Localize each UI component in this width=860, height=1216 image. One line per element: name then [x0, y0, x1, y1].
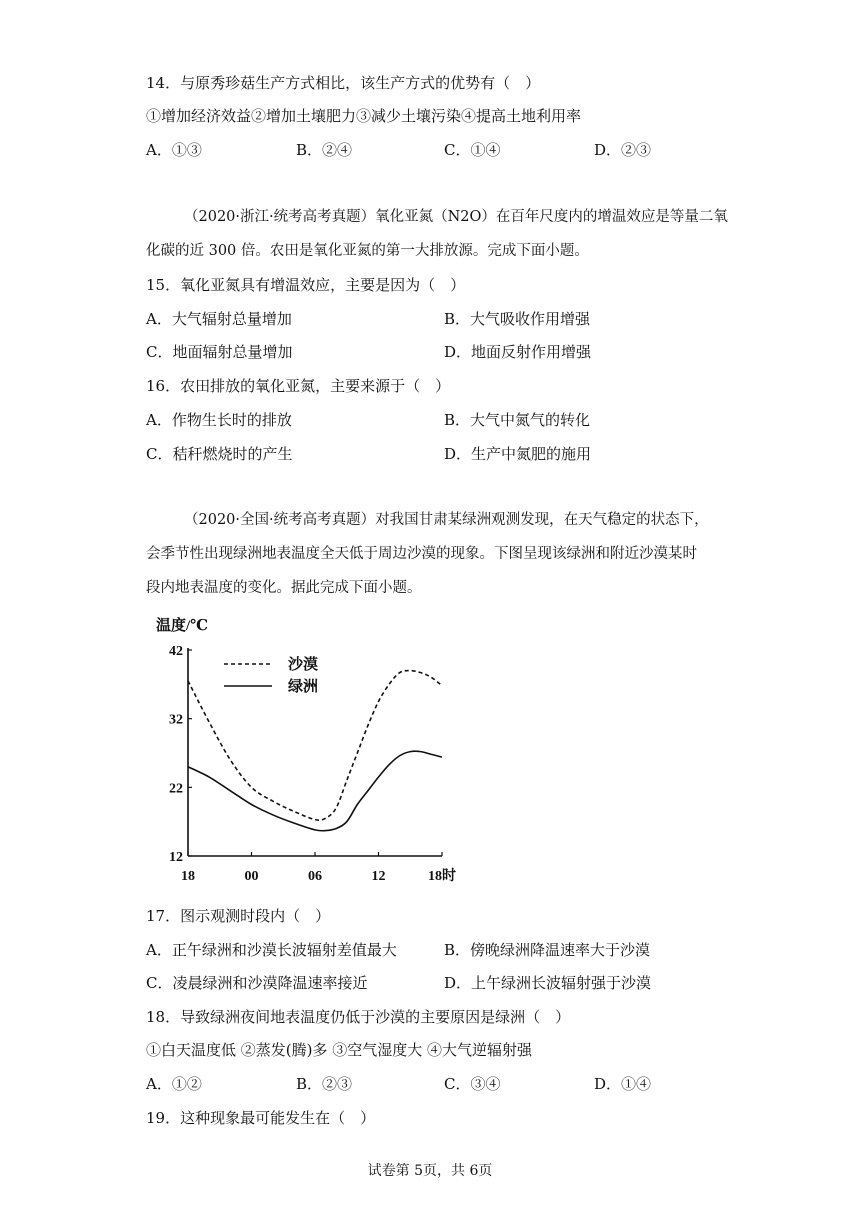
q18-option-d: D．①④: [594, 1075, 652, 1093]
x-tick-label: 18: [181, 869, 195, 884]
q15-option-a: A．大气辐射总量增加: [146, 310, 292, 328]
q17-stem: 17．图示观测时段内（ ）: [146, 907, 331, 925]
q15-option-b: B．大气吸收作用增强: [444, 310, 591, 328]
legend-label: 沙漠: [288, 657, 319, 673]
q17-option-a: A．正午绿洲和沙漠长波辐射差值最大: [146, 941, 397, 959]
q16-option-b: B．大气中氮气的转化: [444, 411, 591, 429]
q14-option-d: D．②③: [594, 141, 652, 159]
q17-option-b: B．傍晚绿洲降温速率大于沙漠: [444, 941, 651, 959]
passage-2-line-2: 会季节性出现绿洲地表温度全天低于周边沙漠的现象。下图呈现该绿洲和附近沙漠某时: [146, 546, 697, 562]
x-tick-label: 12: [371, 869, 386, 884]
passage-2: [146, 503, 806, 605]
q17-option-d: D．上午绿洲长波辐射强于沙漠: [444, 974, 652, 992]
q17-option-c: C．凌晨绿洲和沙漠降温速率接近: [146, 974, 368, 992]
passage-1-line-2: 化碳的近 300 倍。农田是氧化亚氮的第一大排放源。完成下面小题。: [146, 243, 589, 259]
q16-option-c: C．秸秆燃烧时的产生: [146, 445, 293, 463]
x-tick-label: 00: [244, 869, 259, 884]
q18-option-c: C．③④: [444, 1075, 501, 1093]
q18-option-a: A．①②: [146, 1075, 202, 1093]
q16-option-d: D．生产中氮肥的施用: [444, 445, 592, 463]
q16-option-a: A．作物生长时的排放: [146, 411, 292, 429]
y-tick-label: 32: [169, 712, 183, 728]
q14-option-b: B．②④: [296, 141, 353, 159]
q19-stem: 19．这种现象最可能发生在（ ）: [146, 1109, 376, 1127]
q14-option-a: A．①③: [146, 141, 202, 159]
x-tick-label: 06: [308, 869, 322, 884]
q16-stem: 16．农田排放的氧化亚氮，主要来源于（ ）: [146, 377, 451, 395]
temperature-line-chart: [150, 612, 480, 892]
q18-items: ①白天温度低 ②蒸发(腾)多 ③空气湿度大 ④大气逆辐射强: [146, 1041, 533, 1059]
passage-1-line-1: （2020·浙江·统考高考真题）氧化亚氮（N2O）在百年尺度内的增温效应是等量二氧: [184, 209, 728, 225]
q14-option-c: C．①④: [444, 141, 501, 159]
y-tick-label: 12: [169, 850, 183, 865]
q18-option-b: B．②③: [296, 1075, 353, 1093]
passage-2-line-3: 段内地表温度的变化。据此完成下面小题。: [146, 580, 422, 596]
y-axis-label: 温度/℃: [156, 618, 209, 634]
passage-1: [146, 200, 806, 268]
q14-stem: 14．与原秀珍菇生产方式相比，该生产方式的优势有（ ）: [146, 74, 541, 92]
page-footer: 试卷第 5页，共 6页: [367, 1163, 493, 1179]
q15-stem: 15．氧化亚氮具有增温效应，主要是因为（ ）: [146, 276, 466, 294]
passage-2-line-1: （2020·全国·统考高考真题）对我国甘肃某绿洲观测发现，在天气稳定的状态下，: [184, 512, 709, 528]
q18-stem: 18．导致绿洲夜间地表温度仍低于沙漠的主要原因是绿洲（ ）: [146, 1008, 571, 1026]
legend-label: 绿洲: [288, 679, 319, 695]
series-line-oasis: [188, 751, 442, 831]
x-tick-label: 18时: [428, 869, 456, 884]
y-tick-label: 22: [169, 781, 183, 797]
q15-option-d: D．地面反射作用增强: [444, 343, 592, 361]
q14-items: ①增加经济效益②增加土壤肥力③减少土壤污染④提高土地利用率: [146, 107, 582, 125]
y-tick-label: 42: [169, 644, 183, 659]
q15-option-c: C．地面辐射总量增加: [146, 343, 293, 361]
